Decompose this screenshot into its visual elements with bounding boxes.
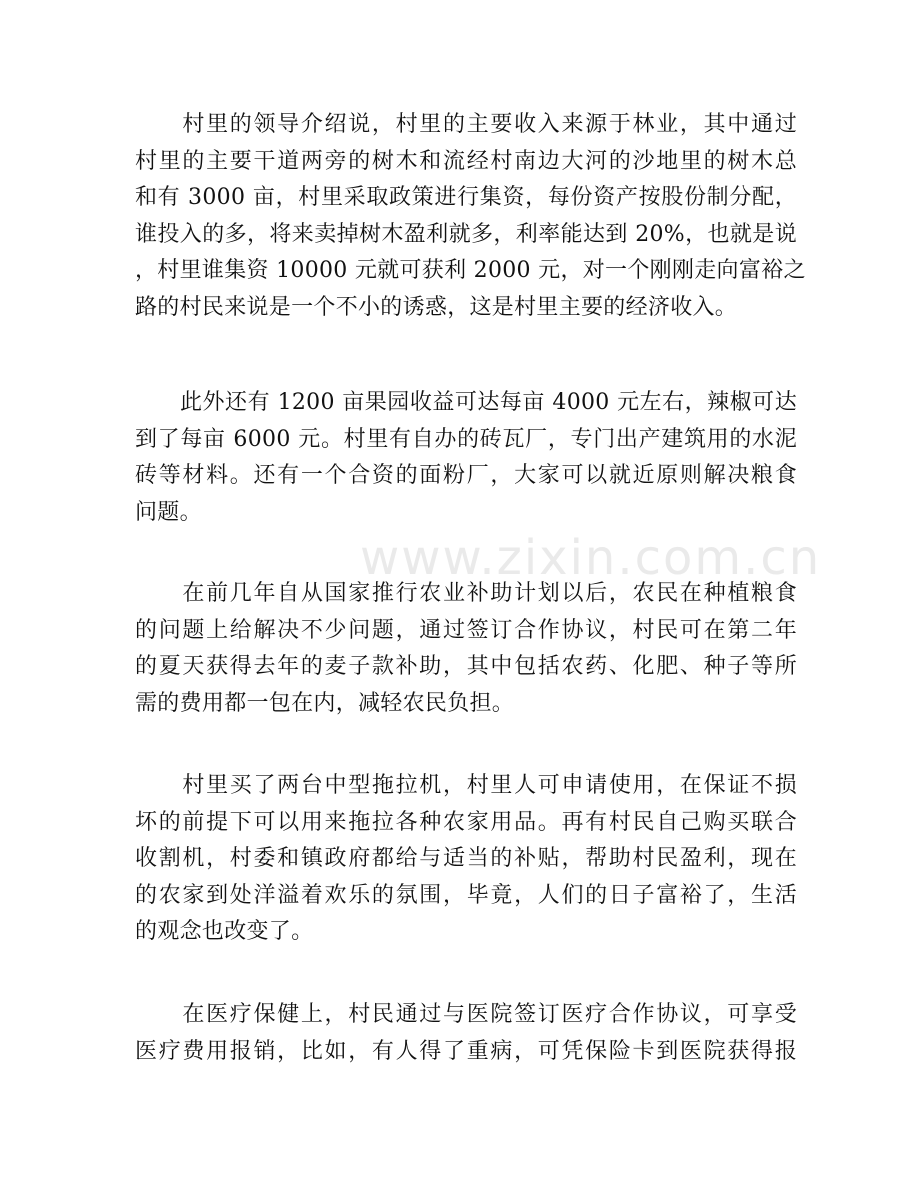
paragraph-line: 到了每亩 6000 元。村里有自办的砖瓦厂，专门出产建筑用的水泥 [135, 426, 797, 452]
paragraph-line: 收割机，村委和镇政府都给与适当的补贴，帮助村民盈利，现在 [135, 846, 797, 871]
paragraph-line: 需的费用都一包在内，减轻农民负担。 [135, 690, 515, 716]
watermark-text: www.zixin.com.cn [360, 530, 822, 586]
paragraph-line: 村里买了两台中型拖拉机，村里人可申请使用，在保证不损 [135, 773, 797, 798]
paragraph-line: 村里的领导介绍说，村里的主要收入来源于林业，其中通过 [135, 112, 797, 137]
paragraph-line: 医疗费用报销，比如，有人得了重病，可凭保险卡到医院获得报 [135, 1038, 797, 1064]
paragraph-line: 谁投入的多，将来卖掉树木盈利就多，利率能达到 20%，也就是说 [135, 221, 797, 247]
paragraph-1 [135, 107, 806, 326]
paragraph-2 [135, 385, 797, 531]
paragraph-line: 的观念也改变了。 [135, 919, 314, 944]
paragraph-line: 的农家到处洋溢着欢乐的氛围，毕竟，人们的日子富裕了，生活 [135, 882, 797, 908]
paragraph-line: 的夏天获得去年的麦子款补助，其中包括农药、化肥、种子等所 [135, 654, 797, 679]
paragraph-4 [135, 768, 797, 951]
paragraph-line: 路的村民来说是一个不小的诱惑，这是村里主要的经济收入。 [135, 294, 738, 320]
paragraph-line: 和有 3000 亩，村里采取政策进行集资，每份资产按股份制分配， [135, 185, 797, 210]
paragraph-5 [135, 997, 797, 1070]
paragraph-line: 砖等材料。还有一个合资的面粉厂，大家可以就近原则解决粮食 [135, 463, 797, 488]
paragraph-line: 村里的主要干道两旁的树木和流经村南边大河的沙地里的树木总 [135, 148, 797, 174]
paragraph-line: 坏的前提下可以用来拖拉各种农家用品。再有村民自己购买联合 [135, 809, 797, 835]
paragraph-3 [135, 576, 797, 722]
paragraph-line: 的问题上给解决不少问题，通过签订合作协议，村民可在第二年 [135, 617, 797, 643]
paragraph-line: 在医疗保健上，村民通过与医院签订医疗合作协议，可享受 [135, 1002, 797, 1027]
paragraph-line: ，村里谁集资 10000 元就可获利 2000 元，对一个刚刚走向富裕之 [135, 258, 806, 283]
paragraph-line: 问题。 [135, 499, 202, 525]
paragraph-line: 在前几年自从国家推行农业补助计划以后，农民在种植粮食 [135, 581, 797, 606]
paragraph-line: 此外还有 1200 亩果园收益可达每亩 4000 元左右，辣椒可达 [135, 390, 797, 415]
